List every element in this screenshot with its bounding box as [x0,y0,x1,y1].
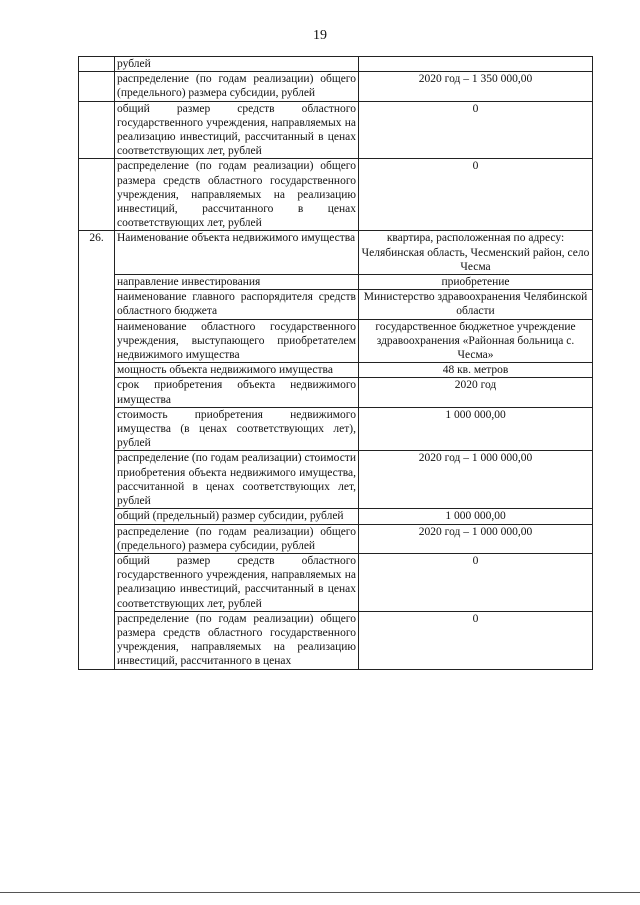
table-row [79,363,593,378]
table-row [79,57,593,72]
parameter-cell: общий (предельный) размер субсидии, рублей [115,509,359,524]
table-row [79,290,593,319]
table-row [79,451,593,509]
row-number-cell [79,101,115,159]
parameter-cell: рублей [115,57,359,72]
value-cell: 0 [359,159,593,231]
value-cell: 1 000 000,00 [359,407,593,451]
value-cell: 0 [359,611,593,669]
table-row [79,611,593,669]
table-row [79,72,593,101]
parameter-cell: общий размер средств областного государственного учреждения, направляемых на реализацию инвестиций, рассчитанный в ценах соответствующих лет, рублей [115,553,359,611]
parameter-cell: общий размер средств областного государственного учреждения, направляемых на реализацию инвестиций, рассчитанный в ценах соответствующих лет, рублей [115,101,359,159]
parameter-cell: мощность объекта недвижимого имущества [115,363,359,378]
page-bottom-divider [0,892,640,893]
value-cell: 1 000 000,00 [359,509,593,524]
row-number-cell [79,159,115,231]
value-cell: 48 кв. метров [359,363,593,378]
value-cell: приобретение [359,275,593,290]
table-row [79,378,593,407]
investment-table [78,56,593,670]
value-cell: 2020 год – 1 350 000,00 [359,72,593,101]
parameter-cell: Наименование объекта недвижимого имущества [115,231,359,275]
row-number-cell [79,57,115,72]
value-cell: Министерство здравоохранения Челябинской области [359,290,593,319]
parameter-cell: распределение (по годам реализации) стоимости приобретения объекта недвижимого имущества, рассчитанной в ценах соответствующих лет, рублей [115,451,359,509]
table-row [79,524,593,553]
table-row [79,553,593,611]
value-cell: 0 [359,101,593,159]
table-row [79,159,593,231]
table-row [79,101,593,159]
value-cell: 2020 год – 1 000 000,00 [359,524,593,553]
value-cell: квартира, расположенная по адресу: Челябинская область, Чесменский район, село Чесма [359,231,593,275]
parameter-cell: срок приобретения объекта недвижимого имущества [115,378,359,407]
row-number-cell: 26. [79,231,115,669]
value-cell [359,57,593,72]
table-row [79,407,593,451]
value-cell: 0 [359,553,593,611]
parameter-cell: стоимость приобретения недвижимого имущества (в ценах соответствующих лет), рублей [115,407,359,451]
value-cell: государственное бюджетное учреждение здравоохранения «Районная больница с. Чесма» [359,319,593,363]
parameter-cell: распределение (по годам реализации) общего (предельного) размера субсидии, рублей [115,524,359,553]
row-number-cell [79,72,115,101]
value-cell: 2020 год – 1 000 000,00 [359,451,593,509]
parameter-cell: направление инвестирования [115,275,359,290]
parameter-cell: наименование областного государственного учреждения, выступающего приобретателем недвижимого имущества [115,319,359,363]
value-cell: 2020 год [359,378,593,407]
page-number: 19 [313,28,327,43]
parameter-cell: распределение (по годам реализации) общего размера средств областного государственного учреждения, направляемых на реализацию инвестиций, рассчитанного в ценах соответствующих лет, рублей [115,159,359,231]
table-row [79,319,593,363]
table-row [79,275,593,290]
table-row [79,509,593,524]
parameter-cell: распределение (по годам реализации) общего размера средств областного государственного учреждения, направляемых на реализацию инвестиций, рассчитанного в ценах [115,611,359,669]
parameter-cell: наименование главного распорядителя средств областного бюджета [115,290,359,319]
parameter-cell: распределение (по годам реализации) общего (предельного) размера субсидии, рублей [115,72,359,101]
table-row [79,231,593,275]
